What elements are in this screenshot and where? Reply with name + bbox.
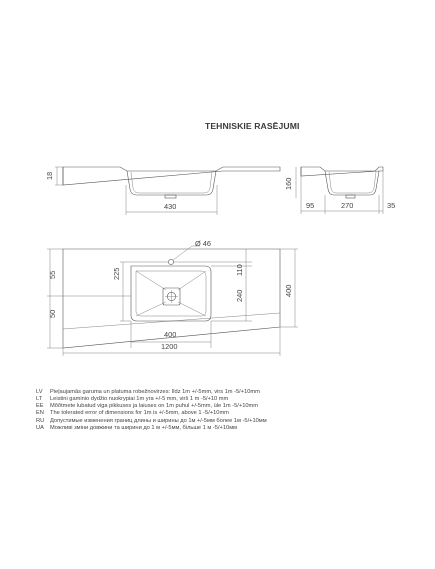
front-section-view [284, 167, 395, 214]
front-bowl-label: 270 [341, 201, 354, 210]
note-text: Можливі зміни довжини та ширини до 1 м +/-5мм, більше 1 м -5/+10мм [50, 424, 238, 431]
back-margin-label: 55 [48, 270, 57, 279]
note-text: Mõõtmete lubatud viga pikkuses ja laiuses on 1m puhul +/-5mm, üle 1m -5/+10mm [50, 403, 259, 410]
side-depth-label: 160 [284, 177, 293, 190]
note-row [36, 425, 416, 432]
note-language-code: LV [36, 389, 43, 395]
top-plan-view [47, 239, 298, 356]
note-row [36, 396, 416, 403]
note-text: Pieļaujamās garuma un platuma robežnovirzes: līdz 1m +/-5mm, virs 1m -5/+10mm [50, 389, 260, 395]
drawing-title: TEHNISKIE RASĒJUMI [205, 121, 300, 131]
hole-diameter-label: Ø 46 [195, 239, 212, 248]
note-row [36, 418, 416, 425]
bowl-depth-label: 240 [235, 289, 244, 302]
note-text: Допустимые изменения границ длины и ширины до 1м +/-5мм более 1м -5/+10мм [50, 417, 267, 424]
side-width-label: 430 [164, 202, 177, 211]
note-language-code: LT [36, 396, 43, 403]
note-row [36, 410, 416, 417]
bowl-width-label: 400 [164, 330, 177, 339]
note-language-code: EE [36, 403, 44, 410]
note-text: Leistini gaminio dydžio nuokrypiai 1m yra +/-5 mm, virš 1 m -5/+10 mm [50, 396, 229, 403]
depth-label: 400 [284, 284, 293, 297]
side-height-label: 18 [45, 171, 54, 180]
front-left-label: 95 [306, 201, 315, 210]
hole-offset-label: 110 [235, 264, 244, 276]
front-margin-label: 50 [48, 309, 57, 318]
note-row [36, 403, 416, 410]
tolerance-notes [36, 389, 416, 432]
note-language-code: UA [36, 424, 44, 431]
side-section-view [45, 167, 280, 215]
note-language-code: RU [36, 417, 45, 424]
hole-from-front-label: 225 [112, 267, 121, 280]
note-language-code: EN [36, 410, 44, 417]
front-right-label: 35 [387, 201, 396, 210]
length-label: 1200 [161, 342, 178, 351]
note-text: The tolerated error of dimensions for 1m is +/-5mm, above 1 -5/+10mm [50, 410, 229, 417]
note-row [36, 389, 416, 396]
